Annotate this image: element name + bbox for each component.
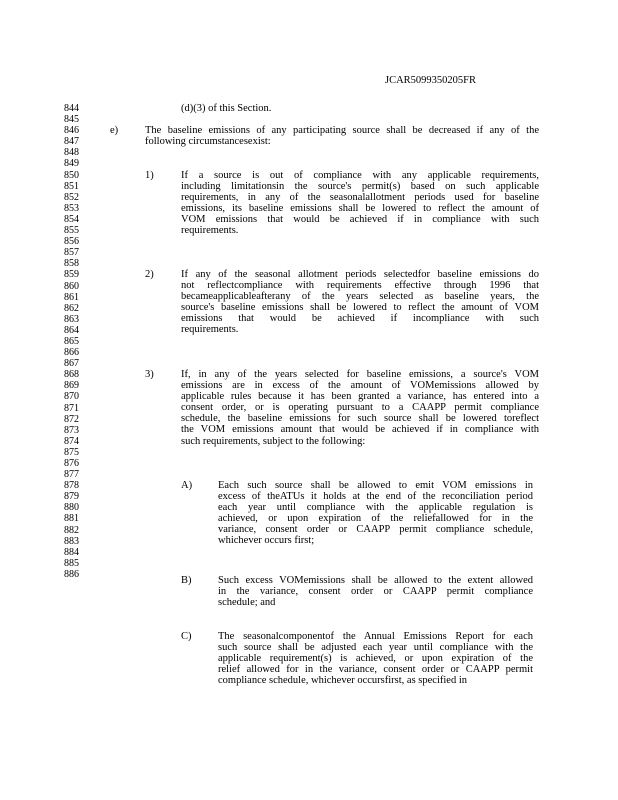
text-line: VOM emissions that would be achieved if in compliance with such bbox=[181, 214, 539, 226]
line-numbers bbox=[64, 103, 94, 580]
line-number: 878 bbox=[64, 480, 79, 492]
line-number: 852 bbox=[64, 191, 79, 203]
line-number: 870 bbox=[64, 391, 79, 403]
text-line: becameapplicableafterany of the years selected as baseline years, the bbox=[181, 291, 539, 303]
text-line: If, in any of the years selected for baseline emissions, a source's VOM bbox=[181, 369, 539, 380]
line-number: 855 bbox=[64, 225, 79, 237]
text-line: requirements, in any of the seasonalallotment periods used for baseline bbox=[181, 192, 539, 204]
text-line: applicable rules because it has been granted a variance, has entered into a bbox=[181, 391, 539, 403]
text-line: schedule, the baseline emissions for such source shall be lowered toreflect bbox=[181, 413, 539, 425]
line-number: 877 bbox=[64, 469, 79, 481]
line-number: 844 bbox=[64, 103, 79, 114]
text-line: achieved, or upon expiration of the reliefallowed for in the bbox=[218, 513, 533, 525]
text-line: whichever occurs first; bbox=[218, 535, 315, 547]
line-number: 868 bbox=[64, 369, 79, 381]
line-number: 866 bbox=[64, 347, 79, 359]
line-number: 883 bbox=[64, 535, 79, 547]
line-number: 876 bbox=[64, 458, 79, 469]
line-number: 846 bbox=[64, 125, 79, 137]
line-number: 858 bbox=[64, 258, 79, 270]
line-number: 869 bbox=[64, 380, 79, 392]
text-line: variance, consent order or CAAPP permit compliance schedule, bbox=[218, 524, 533, 536]
item-1-label: 1) bbox=[145, 170, 154, 181]
line-number: 857 bbox=[64, 247, 79, 259]
line-number: 850 bbox=[64, 169, 79, 181]
text-line: requirements. bbox=[181, 324, 239, 336]
line-number: 881 bbox=[64, 513, 79, 525]
text-line: emissions are in excess of the amount of VOMemissions allowed by bbox=[181, 380, 539, 392]
subitem-c-label: C) bbox=[181, 631, 192, 642]
line-number: 882 bbox=[64, 524, 79, 536]
text-line: compliance schedule, whichever occursfirst, as specified in bbox=[218, 675, 467, 687]
text-line: schedule; and bbox=[218, 597, 276, 609]
subitem-a-label: A) bbox=[181, 480, 193, 491]
line-number: 886 bbox=[64, 568, 79, 580]
line-number: 885 bbox=[64, 557, 79, 569]
text-line: requirements. bbox=[181, 225, 239, 237]
line-number: 853 bbox=[64, 202, 79, 214]
line-number: 863 bbox=[64, 313, 79, 325]
continuation-text bbox=[181, 103, 271, 114]
line-number: 854 bbox=[64, 213, 79, 225]
line-number: 859 bbox=[64, 269, 79, 281]
item-2-text bbox=[181, 269, 539, 336]
text-line: the VOM emissions amount that would be achieved if in compliance with bbox=[181, 424, 539, 436]
line-number: 867 bbox=[64, 358, 79, 370]
line-number: 864 bbox=[64, 324, 79, 336]
text-line: If a source is out of compliance with any applicable requirements, bbox=[181, 170, 539, 181]
text-line: (d)(3) of this Section. bbox=[181, 103, 272, 114]
line-number: 861 bbox=[64, 291, 79, 303]
line-number: 856 bbox=[64, 236, 79, 248]
line-number: 884 bbox=[64, 546, 79, 558]
line-number: 871 bbox=[64, 402, 79, 414]
subitem-a-text bbox=[218, 480, 533, 547]
line-number: 849 bbox=[64, 158, 79, 170]
line-number: 879 bbox=[64, 491, 79, 503]
line-number: 860 bbox=[64, 280, 79, 292]
line-number: 874 bbox=[64, 435, 79, 447]
line-number: 875 bbox=[64, 446, 79, 458]
text-line: excess of theATUs it holds at the end of the reconciliation period bbox=[218, 491, 533, 503]
text-line: following circumstancesexist: bbox=[145, 136, 271, 148]
line-number: 848 bbox=[64, 147, 79, 159]
line-number: 872 bbox=[64, 413, 79, 425]
item-3-text bbox=[181, 369, 539, 447]
text-line: emissions, its baseline emissions shall be lowered to reflect the amount of bbox=[181, 203, 539, 215]
text-line: relief allowed for in the variance, consent order or CAAPP permit bbox=[218, 664, 533, 676]
text-line: Each such source shall be allowed to emit VOM emissions in bbox=[218, 480, 533, 491]
text-line: not reflectcompliance with requirements effective through 1996 that bbox=[181, 280, 539, 292]
section-e-label: e) bbox=[110, 125, 119, 137]
line-number: 847 bbox=[64, 136, 79, 148]
text-line: such requirements, subject to the following: bbox=[181, 435, 366, 447]
line-number: 851 bbox=[64, 180, 79, 192]
item-2-label: 2) bbox=[145, 269, 154, 280]
text-line: such source shall be adjusted each year until compliance with the bbox=[218, 642, 533, 654]
line-number: 873 bbox=[64, 424, 79, 436]
line-number: 880 bbox=[64, 502, 79, 514]
section-e-text bbox=[145, 125, 539, 147]
document-code: JCAR5099350205FR bbox=[385, 75, 477, 86]
subitem-b-text bbox=[218, 575, 533, 608]
text-line: The seasonalcomponentof the Annual Emissions Report for each bbox=[218, 631, 533, 642]
text-line: emissions that would be achieved if incompliance with such bbox=[181, 313, 539, 325]
item-3-label: 3) bbox=[145, 369, 154, 380]
text-line: including limitationsin the source's permit(s) based on such applicable bbox=[181, 181, 539, 193]
text-line: If any of the seasonal allotment periods selectedfor baseline emissions do bbox=[181, 269, 539, 280]
text-line: applicable requirement(s) is achieved, or upon expiration of the bbox=[218, 653, 533, 665]
text-line: in the variance, consent order or CAAPP permit compliance bbox=[218, 586, 533, 598]
line-number: 865 bbox=[64, 335, 79, 347]
subitem-b-label: B) bbox=[181, 575, 192, 586]
text-line: consent order, or is operating pursuant to a CAAPP permit compliance bbox=[181, 402, 539, 414]
text-line: source's baseline emissions shall be lowered to reflect the amount of VOM bbox=[181, 302, 539, 314]
text-line: The baseline emissions of any participating source shall be decreased if any of the bbox=[145, 125, 539, 137]
line-number: 862 bbox=[64, 302, 79, 314]
text-line: Such excess VOMemissions shall be allowed to the extent allowed bbox=[218, 575, 533, 586]
text-line: each year until compliance with the applicable regulation is bbox=[218, 502, 533, 514]
line-number: 845 bbox=[64, 114, 79, 126]
item-1-text bbox=[181, 170, 539, 237]
subitem-c-text bbox=[218, 631, 533, 686]
